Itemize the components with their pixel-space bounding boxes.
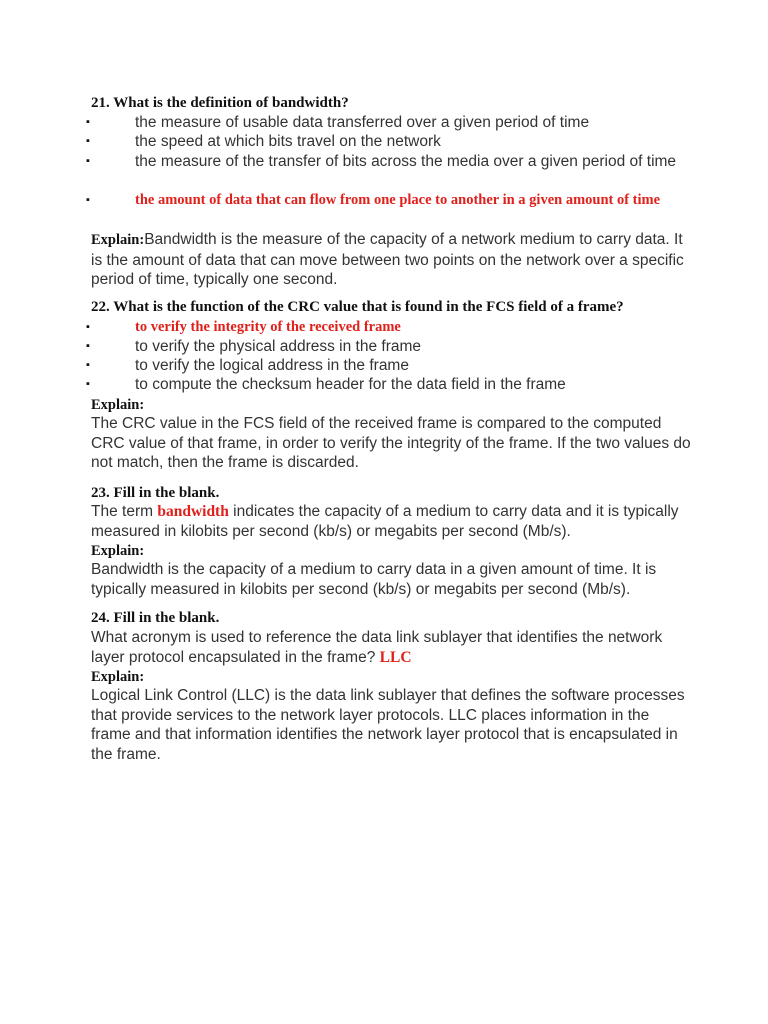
answer-text: LLC	[379, 648, 412, 666]
question-21-explanation	[91, 230, 691, 290]
answer-text: bandwidth	[157, 503, 229, 520]
question-21-title: 21. What is the definition of bandwidth?	[91, 95, 349, 111]
question-24-title: 24. Fill in the blank.	[91, 610, 220, 626]
question-text: indicates the capacity of a medium to carry data and it is typically measured in kilobits per second (kb/s) or megabits per second (Mb/s).	[91, 503, 679, 540]
question-22-title: 22. What is the function of the CRC value that is found in the FCS field of a frame?	[91, 299, 624, 315]
bullet-icon: ▪	[86, 321, 90, 333]
bullet-icon: ▪	[86, 116, 90, 128]
question-23-title: 23. Fill in the blank.	[91, 485, 220, 501]
question-24-explain-label: Explain:	[91, 669, 145, 685]
option-text: to verify the logical address in the frame	[135, 357, 409, 374]
question-22-explanation: The CRC value in the FCS field of the received frame is compared to the computed CRC value of that frame, in order to verify the integrity of the frame. If the two values do not match, then the frame is discarded.	[91, 415, 691, 471]
bullet-icon: ▪	[86, 194, 90, 206]
option-text: to verify the physical address in the frame	[135, 338, 422, 355]
option-text: the speed at which bits travel on the network	[135, 133, 441, 150]
bullet-icon: ▪	[86, 135, 90, 147]
question-23-explain-label: Explain:	[91, 543, 145, 559]
correct-answer-text: the amount of data that can flow from one place to another in a given amount of time	[135, 192, 661, 208]
bullet-icon: ▪	[86, 340, 90, 352]
option-text: the measure of usable data transferred over a given period of time	[135, 114, 590, 131]
question-text: The term	[91, 503, 158, 520]
correct-answer-text: to verify the integrity of the received frame	[135, 319, 401, 335]
option-text: to compute the checksum header for the data field in the frame	[135, 376, 566, 393]
explain-text: Bandwidth is the measure of the capacity of a network medium to carry data. It is the amount of data that can move between two points on the network over a specific period of time, typically one second.	[91, 231, 684, 288]
question-text: What acronym is used to reference the data link sublayer that identifies the network layer protocol encapsulated in the frame?	[91, 629, 663, 666]
bullet-icon: ▪	[86, 378, 90, 390]
option-text: the measure of the transfer of bits across the media over a given period of time	[135, 153, 677, 170]
explain-label: Explain:	[91, 232, 145, 248]
question-24-explanation: Logical Link Control (LLC) is the data link sublayer that defines the software processes that provide services to the network layer protocols. LLC places information in the frame and that information identifies the network layer protocol that is encapsulated in the frame.	[91, 687, 685, 763]
bullet-icon: ▪	[86, 359, 90, 371]
question-23-text	[91, 502, 691, 541]
question-23-explanation: Bandwidth is the capacity of a medium to carry data in a given amount of time. It is typically measured in kilobits per second (kb/s) or megabits per second (Mb/s).	[91, 561, 657, 598]
bullet-icon: ▪	[86, 155, 90, 167]
question-22-explain-label: Explain:	[91, 397, 145, 413]
question-24-text	[91, 628, 691, 667]
